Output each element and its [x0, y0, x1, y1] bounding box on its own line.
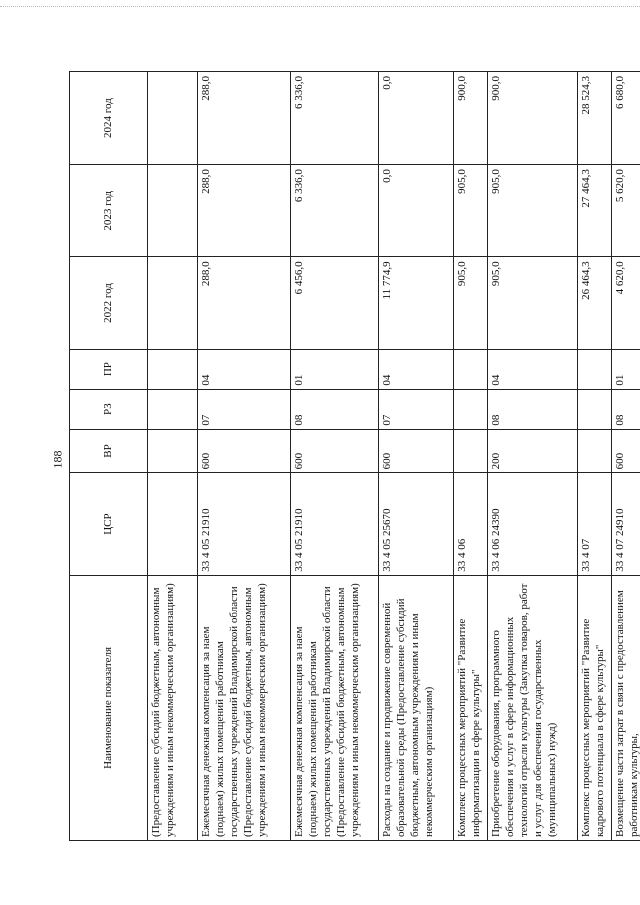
- header-rz: РЗ: [70, 389, 148, 429]
- row-2024: 6 680,0: [612, 72, 640, 165]
- row-vr: 600: [379, 429, 454, 473]
- row-pr: [578, 349, 612, 389]
- page-number: 188: [50, 450, 65, 469]
- row-rz: [578, 389, 612, 429]
- row-2022: 905,0: [454, 257, 488, 349]
- row-vr: 600: [612, 429, 640, 473]
- row-csr: 33 4 06: [454, 473, 488, 575]
- row-rz: 08: [612, 389, 640, 429]
- row-vr: [148, 429, 198, 473]
- row-rz: 08: [488, 389, 578, 429]
- row-2024: [148, 72, 198, 165]
- row-2024: 6 336,0: [291, 72, 379, 165]
- table-row: [198, 72, 291, 841]
- row-rz: 07: [379, 389, 454, 429]
- table-header-row: [70, 72, 148, 841]
- row-rz: [454, 389, 488, 429]
- table-row: [488, 72, 578, 841]
- row-csr: 33 4 05 21910: [291, 473, 379, 575]
- row-2022: 288,0: [198, 257, 291, 349]
- row-csr: 33 4 07: [578, 473, 612, 575]
- row-name: Комплекс процессных мероприятий "Развитие кадрового потенциала в сфере культуры": [578, 575, 612, 840]
- header-2023: 2023 год: [70, 165, 148, 257]
- row-2023: 0,0: [379, 165, 454, 257]
- row-2022: 6 456,0: [291, 257, 379, 349]
- row-vr: 600: [198, 429, 291, 473]
- row-pr: 04: [488, 349, 578, 389]
- table-row: [612, 72, 640, 841]
- row-2022: 905,0: [488, 257, 578, 349]
- row-pr: 01: [291, 349, 379, 389]
- row-vr: [578, 429, 612, 473]
- row-2024: 0,0: [379, 72, 454, 165]
- row-name: Возмещение части затрат в связи с предоставлением работникам культуры,: [612, 575, 640, 840]
- row-name: Приобретение оборудования, программного обеспечения и услуг в сфере информационных технологий отрасли культуры (Закупка товаров, работ и услуг для обеспечения государственных (муниципальных) нужд): [488, 575, 578, 840]
- row-name: Расходы на создание и продвижение современной образовательной среды (Предоставление субсидий бюджетным, автономным учреждениям и иным некоммерческим организациям): [379, 575, 454, 840]
- row-pr: 04: [379, 349, 454, 389]
- rotated-page: [69, 71, 640, 841]
- row-csr: [148, 473, 198, 575]
- row-pr: [454, 349, 488, 389]
- row-2022: 26 464,3: [578, 257, 612, 349]
- row-rz: [148, 389, 198, 429]
- row-2024: 900,0: [454, 72, 488, 165]
- row-2023: 288,0: [198, 165, 291, 257]
- row-2022: [148, 257, 198, 349]
- header-2024: 2024 год: [70, 72, 148, 165]
- row-2023: 27 464,3: [578, 165, 612, 257]
- row-pr: [148, 349, 198, 389]
- row-name: (Предоставление субсидий бюджетным, автономным учреждениям и иным некоммерческим организациям): [148, 575, 198, 840]
- table-row: [148, 72, 198, 841]
- row-vr: [454, 429, 488, 473]
- header-pr: ПР: [70, 349, 148, 389]
- row-2023: 5 620,0: [612, 165, 640, 257]
- table-row: [379, 72, 454, 841]
- table-row: [578, 72, 612, 841]
- row-2024: 28 524,3: [578, 72, 612, 165]
- header-2022: 2022 год: [70, 257, 148, 349]
- header-vr: ВР: [70, 429, 148, 473]
- row-rz: 07: [198, 389, 291, 429]
- row-name: Ежемесячная денежная компенсация за наем (поднаем) жилых помещений работникам государственных учреждений Владимирской области (Предоставление субсидий бюджетным, автономным учреждениям и иным некоммерческим организациям): [198, 575, 291, 840]
- row-2023: 905,0: [454, 165, 488, 257]
- row-2023: 905,0: [488, 165, 578, 257]
- row-2022: 4 620,0: [612, 257, 640, 349]
- row-csr: 33 4 05 25670: [379, 473, 454, 575]
- row-vr: 600: [291, 429, 379, 473]
- row-2023: [148, 165, 198, 257]
- row-pr: 01: [612, 349, 640, 389]
- table-row: [454, 72, 488, 841]
- scan-top-edge: [0, 0, 640, 7]
- row-2022: 11 774,9: [379, 257, 454, 349]
- row-rz: 08: [291, 389, 379, 429]
- row-vr: 200: [488, 429, 578, 473]
- row-2024: 288,0: [198, 72, 291, 165]
- table-row: [291, 72, 379, 841]
- header-name: Наименование показателя: [70, 575, 148, 840]
- row-2024: 900,0: [488, 72, 578, 165]
- row-pr: 04: [198, 349, 291, 389]
- row-csr: 33 4 05 21910: [198, 473, 291, 575]
- budget-table: [69, 71, 640, 841]
- row-csr: 33 4 06 24390: [488, 473, 578, 575]
- header-csr: ЦСР: [70, 473, 148, 575]
- row-name: Ежемесячная денежная компенсация за наем (поднаем) жилых помещений работникам государственных учреждений Владимирской области (Предоставление субсидий бюджетным, автономным учреждениям и иным некоммерческим организациям): [291, 575, 379, 840]
- row-csr: 33 4 07 24910: [612, 473, 640, 575]
- row-2023: 6 336,0: [291, 165, 379, 257]
- row-name: Комплекс процессных мероприятий "Развитие информатизации в сфере культуры": [454, 575, 488, 840]
